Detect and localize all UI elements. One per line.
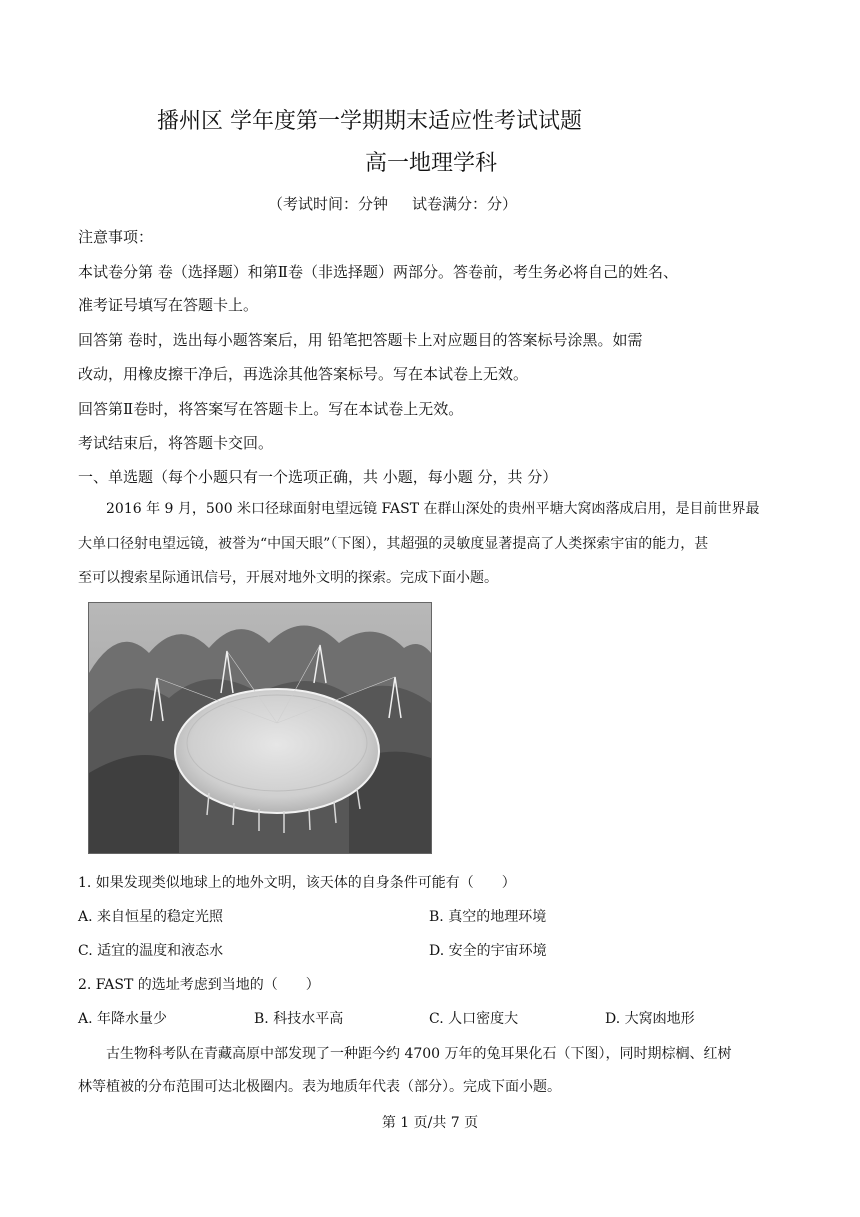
question-1-stem: 1. 如果发现类似地球上的地外文明，该天体的自身条件可能有（ ）	[78, 875, 516, 891]
question-1-option-b: B. 真空的地理环境	[429, 909, 547, 925]
note-line: 考试结束后，将答题卡交回。	[78, 434, 274, 452]
passage-line: 至可以搜索星际通讯信号，开展对地外文明的探索。完成下面小题。	[78, 570, 498, 586]
passage-line: 林等植被的分布范围可达北极圈内。表为地质年代表（部分）。完成下面小题。	[78, 1079, 561, 1095]
exam-info	[268, 193, 517, 214]
question-1-option-a: A. 来自恒星的稳定光照	[78, 909, 224, 925]
note-line: 回答第 卷时，选出每小题答案后，用 铅笔把答题卡上对应题目的答案标号涂黑。如需	[78, 331, 643, 349]
notes-heading: 注意事项：	[78, 228, 154, 246]
note-line: 回答第Ⅱ卷时，将答案写在答题卡上。写在本试卷上无效。	[78, 400, 464, 418]
full-score: 试卷满分：分）	[412, 195, 518, 213]
exam-time: （考试时间：分钟	[268, 195, 389, 213]
page-number: 第 1 页/共 7 页	[381, 1115, 479, 1131]
section-heading: 一、单选题（每个小题只有一个选项正确，共 小题，每小题 分，共 分）	[78, 468, 558, 486]
exam-title: 播州区 学年度第一学期期末适应性考试试题	[157, 109, 582, 134]
question-1-option-d: D. 安全的宇宙环境	[429, 943, 547, 959]
question-2-option-c: C. 人口密度大	[429, 1011, 519, 1027]
passage-line: 古生物科考队在青藏高原中部发现了一种距今约 4700 万年的兔耳果化石（下图），同时期棕榈、红树	[106, 1046, 732, 1062]
fast-telescope-photo	[88, 602, 432, 854]
note-line: 本试卷分第 卷（选择题）和第Ⅱ卷（非选择题）两部分。答卷前，考生务必将自己的姓名、	[78, 263, 678, 281]
passage-line: 大单口径射电望远镜，被誉为“中国天眼”（下图），其超强的灵敏度显著提高了人类探索宇宙的能力，甚	[78, 536, 709, 552]
note-line: 改动，用橡皮擦干净后，再选涂其他答案标号。写在本试卷上无效。	[78, 365, 529, 383]
passage-line: 2016 年 9 月，500 米口径球面射电望远镜 FAST 在群山深处的贵州平塘大窝凼落成启用，是目前世界最	[106, 501, 760, 517]
question-2-option-d: D. 大窝凼地形	[605, 1011, 695, 1027]
fast-telescope-illustration	[89, 603, 431, 853]
question-2-option-b: B. 科技水平高	[254, 1011, 344, 1027]
question-1-option-c: C. 适宜的温度和液态水	[78, 943, 224, 959]
question-2-stem: 2. FAST 的选址考虑到当地的（ ）	[78, 977, 320, 993]
note-line: 准考证号填写在答题卡上。	[78, 296, 259, 314]
question-2-option-a: A. 年降水量少	[78, 1011, 168, 1027]
exam-subject: 高一地理学科	[365, 151, 498, 176]
